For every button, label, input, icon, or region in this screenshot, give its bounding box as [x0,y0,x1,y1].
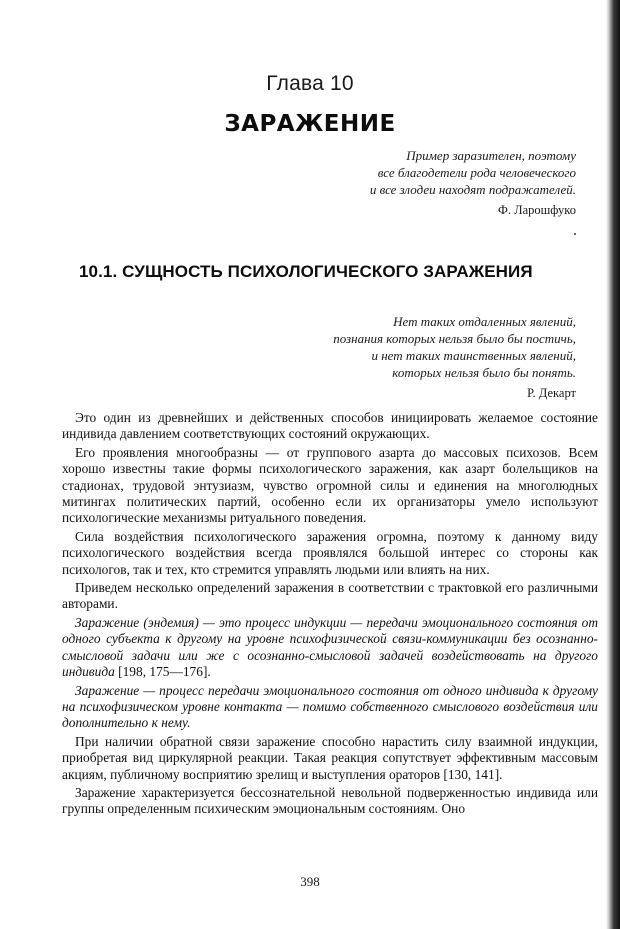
epigraph-author: Ф. Ларошфуко [497,203,576,217]
citation: [198, 175—176]. [114,664,211,680]
chapter-label: Глава 10 [266,72,354,95]
epigraph-line: Пример заразителен, поэтому [406,148,576,163]
epigraph-line: Нет таких отдаленных явлений, [393,314,576,329]
scan-edge-shadow [606,0,620,929]
epigraph-larochefoucauld [370,147,576,219]
definition-paragraph [62,615,598,681]
scan-speck [574,233,576,235]
page-number: 398 [300,874,320,889]
epigraph-line: все благодетели рода человеческого [377,165,576,180]
paragraph: При наличии обратной связи заражение способно нарастить силу взаимной индукции, приобретая вид циркулярной реакции. Такая реакция сопутствует эффективным массовым акциям, публичному восприятию зрелищ и выступления ораторов [130, 141]. [62,733,598,782]
paragraph: Приведем несколько определений заражения в соответствии с трактовкой его различными авторами. [62,580,598,612]
epigraph-line: и нет таких таинственных явлений, [371,348,576,363]
epigraph-line: которых нельзя было бы понять. [392,365,576,380]
definition-paragraph: Заражение — процесс передачи эмоционального состояния от одного индивида к другому на психофизическом уровне контакта — помимо собственного смыслового воздействия или дополнительно к нему. [62,682,598,731]
paragraph: Сила воздействия психологического заражения огромна, поэтому к данному виду психологического воздействия всегда проявлялся большой интерес со стороны как психологов, так и тех, кто стремится управлять людьми или влиять на них. [62,528,598,577]
paragraph: Заражение характеризуется бессознательной невольной подверженностью индивида или группы определенным психическим эмоциональным состояниям. Оно [62,784,598,817]
epigraph-line: и все злодеи находят подражателей. [369,182,576,197]
definition-text: Заражение (эндемия) — это процесс индукции — передачи эмоционального состояния от одного субъекта к другому на уровне психофизической связи-коммуникации без осознанно-смысловой задачи или же с осознанно-смысловой задачей воздействовать на другого индивида [62,614,598,680]
paragraph: Это один из древнейших и действенных способов инициировать желаемое состояние индивида давлением соответствующих состояний окружающих. [62,410,598,442]
paragraph: Его проявления многообразны — от группового азарта до массовых психозов. Всем хорошо известны такие формы психологического заражения, как азарт болельщиков на стадионах, трудовой энтузиазм, чувство огромной силы и единения на многолюдных митингах политических партий, особенно если их организаторы умело используют психологические механизмы ритуального поведения. [62,444,598,526]
chapter-title: ЗАРАЖЕНИЕ [224,111,396,137]
epigraph-author: Р. Декарт [527,386,576,400]
section-heading: 10.1. СУЩНОСТЬ ПСИХОЛОГИЧЕСКОГО ЗАРАЖЕНИЯ [79,262,533,281]
epigraph-descartes [333,313,576,402]
epigraph-line: познания которых нельзя было бы постичь, [333,331,576,346]
body-text [62,410,598,820]
